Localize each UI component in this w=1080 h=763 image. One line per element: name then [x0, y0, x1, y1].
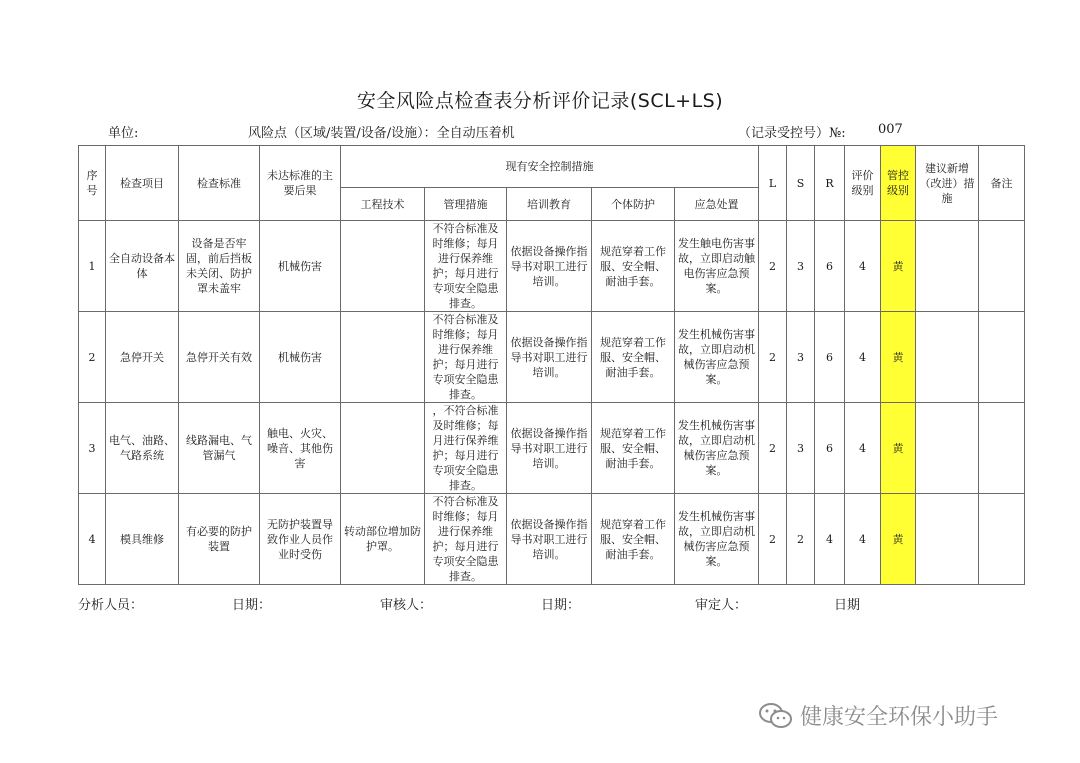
header-item: 检查项目: [106, 146, 179, 221]
reviewer-label: 审核人：: [380, 598, 433, 613]
cell-consequence: 机械伤害: [260, 221, 341, 312]
cell-suggest: [916, 312, 979, 403]
cell-consequence: 触电、火灾、噪音、其他伤害: [260, 403, 341, 494]
cell-s: 2: [787, 494, 815, 585]
cell-remark: [979, 494, 1025, 585]
wechat-icon: [758, 701, 794, 731]
header-row: [79, 146, 1025, 188]
risk-evaluation-table: [78, 145, 1025, 585]
record-label: （记录受控号）№:: [738, 126, 846, 141]
header-consequence: 未达标准的主要后果: [260, 146, 341, 221]
cell-s: 3: [787, 403, 815, 494]
cell-eval-level: 4: [845, 494, 881, 585]
cell-engineering: [341, 312, 425, 403]
cell-seq: 3: [79, 403, 106, 494]
cell-l: 2: [759, 221, 787, 312]
table-row: [79, 494, 1025, 585]
cell-remark: [979, 403, 1025, 494]
cell-r: 6: [815, 403, 845, 494]
risk-point-label: 风险点（区域/装置/设备/设施）: [248, 126, 424, 141]
header-training: 培训教育: [507, 188, 592, 221]
cell-management: ，不符合标准及时维修；每月进行保养维护；每月进行专项安全隐患排查。: [425, 403, 507, 494]
header-control-level: 管控级别: [881, 146, 916, 221]
header-l: L: [759, 146, 787, 221]
header-standard: 检查标准: [179, 146, 260, 221]
cell-remark: [979, 221, 1025, 312]
cell-management: 不符合标准及时维修；每月进行保养维护；每月进行专项安全隐患排查。: [425, 312, 507, 403]
cell-ppe: 规范穿着工作服、安全帽、耐油手套。: [592, 312, 675, 403]
record-number: 007: [878, 122, 903, 137]
header-s: S: [787, 146, 815, 221]
cell-training: 依据设备操作指导书对职工进行培训。: [507, 403, 592, 494]
reviewer-date-label: 日期：: [541, 598, 581, 613]
cell-training: 依据设备操作指导书对职工进行培训。: [507, 494, 592, 585]
cell-standard: 设备是否牢固，前后挡板未关闭、防护罩未盖牢: [179, 221, 260, 312]
table-row: [79, 312, 1025, 403]
page-title: 安全风险点检查表分析评价记录(SCL+LS): [356, 90, 724, 112]
cell-l: 2: [759, 494, 787, 585]
cell-engineering: [341, 403, 425, 494]
cell-training: 依据设备操作指导书对职工进行培训。: [507, 221, 592, 312]
cell-item: 全自动设备本体: [106, 221, 179, 312]
watermark: [758, 700, 998, 731]
header-engineering: 工程技术: [341, 188, 425, 221]
header-r: R: [815, 146, 845, 221]
cell-emergency: 发生机械伤害事故，立即启动机械伤害应急预案。: [675, 494, 759, 585]
cell-remark: [979, 312, 1025, 403]
cell-control-level: 黄: [881, 494, 916, 585]
header-eval-level: 评价级别: [845, 146, 881, 221]
cell-emergency: 发生机械伤害事故，立即启动机械伤害应急预案。: [675, 403, 759, 494]
cell-seq: 4: [79, 494, 106, 585]
cell-l: 2: [759, 312, 787, 403]
cell-seq: 1: [79, 221, 106, 312]
cell-management: 不符合标准及时维修；每月进行保养维护；每月进行专项安全隐患排查。: [425, 494, 507, 585]
analyst-date-label: 日期：: [232, 598, 272, 613]
cell-s: 3: [787, 312, 815, 403]
cell-emergency: 发生机械伤害事故，立即启动机械伤害应急预案。: [675, 312, 759, 403]
cell-r: 4: [815, 494, 845, 585]
cell-seq: 2: [79, 312, 106, 403]
watermark-text: 健康安全环保小助手: [800, 705, 999, 730]
cell-eval-level: 4: [845, 403, 881, 494]
header-ppe: 个体防护: [592, 188, 675, 221]
cell-r: 6: [815, 221, 845, 312]
analyst-label: 分析人员：: [78, 598, 144, 613]
unit-label: 单位:: [108, 126, 139, 141]
cell-suggest: [916, 403, 979, 494]
risk-point-value: ：全自动压着机: [423, 126, 515, 141]
cell-suggest: [916, 494, 979, 585]
cell-l: 2: [759, 403, 787, 494]
header-management: 管理措施: [425, 188, 507, 221]
cell-item: 电气、油路、气路系统: [106, 403, 179, 494]
cell-control-level: 黄: [881, 312, 916, 403]
cell-emergency: 发生触电伤害事故，立即启动触电伤害应急预案。: [675, 221, 759, 312]
header-emergency: 应急处置: [675, 188, 759, 221]
table-row: [79, 403, 1025, 494]
header-controls-group: 现有安全控制措施: [341, 146, 759, 188]
cell-standard: 线路漏电、气管漏气: [179, 403, 260, 494]
cell-s: 3: [787, 221, 815, 312]
cell-control-level: 黄: [881, 403, 916, 494]
cell-eval-level: 4: [845, 221, 881, 312]
cell-consequence: 无防护装置导致作业人员作业时受伤: [260, 494, 341, 585]
cell-ppe: 规范穿着工作服、安全帽、耐油手套。: [592, 221, 675, 312]
cell-item: 模具维修: [106, 494, 179, 585]
cell-consequence: 机械伤害: [260, 312, 341, 403]
header-seq: 序号: [79, 146, 106, 221]
approver-label: 审定人：: [695, 598, 748, 613]
cell-standard: 有必要的防护装置: [179, 494, 260, 585]
cell-engineering: 转动部位增加防护罩。: [341, 494, 425, 585]
cell-ppe: 规范穿着工作服、安全帽、耐油手套。: [592, 403, 675, 494]
cell-ppe: 规范穿着工作服、安全帽、耐油手套。: [592, 494, 675, 585]
cell-r: 6: [815, 312, 845, 403]
cell-eval-level: 4: [845, 312, 881, 403]
cell-engineering: [341, 221, 425, 312]
cell-control-level: 黄: [881, 221, 916, 312]
header-suggest: 建议新增（改进）措施: [916, 146, 979, 221]
header-remark: 备注: [979, 146, 1025, 221]
cell-training: 依据设备操作指导书对职工进行培训。: [507, 312, 592, 403]
cell-suggest: [916, 221, 979, 312]
cell-management: 不符合标准及时维修；每月进行保养维护；每月进行专项安全隐患排查。: [425, 221, 507, 312]
approver-date-label: 日期: [834, 598, 861, 613]
table-row: [79, 221, 1025, 312]
cell-item: 急停开关: [106, 312, 179, 403]
cell-standard: 急停开关有效: [179, 312, 260, 403]
